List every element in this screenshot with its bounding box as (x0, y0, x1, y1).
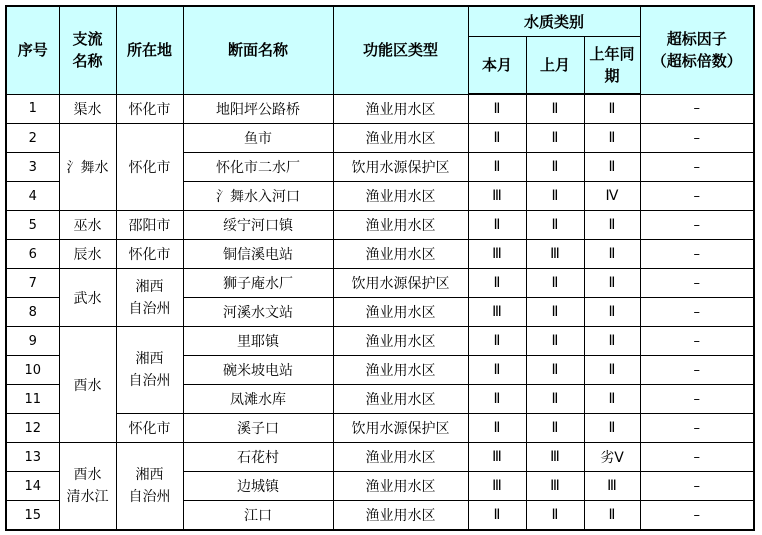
location-cell (116, 269, 183, 327)
exceed-cell: – (640, 240, 754, 269)
last-year-cell: Ⅱ (584, 298, 640, 327)
row-number: 12 (6, 414, 59, 443)
header-tributary (59, 6, 116, 94)
zone-cell: 渔业用水区 (333, 443, 468, 472)
exceed-cell: – (640, 124, 754, 153)
header-quality-group: 水质类别 (468, 6, 640, 37)
row-number: 1 (6, 94, 59, 124)
row-number: 10 (6, 356, 59, 385)
this-month-cell: Ⅱ (468, 327, 526, 356)
table-row (6, 240, 754, 269)
zone-cell: 渔业用水区 (333, 94, 468, 124)
zone-cell: 渔业用水区 (333, 298, 468, 327)
this-month-cell: Ⅲ (468, 298, 526, 327)
exceed-cell: – (640, 443, 754, 472)
location-cell: 怀化市 (116, 124, 183, 211)
location-cell (116, 443, 183, 531)
this-month-cell: Ⅲ (468, 472, 526, 501)
tributary-cell: 氵舞水 (59, 124, 116, 211)
section-cell: 狮子庵水厂 (183, 269, 333, 298)
last-year-cell: Ⅱ (584, 269, 640, 298)
tributary-cell: 辰水 (59, 240, 116, 269)
this-month-cell: Ⅱ (468, 94, 526, 124)
header-exceed-line1: 超标因子 (666, 30, 727, 49)
table-row (6, 269, 754, 298)
exceed-cell: – (640, 501, 754, 531)
section-cell: 溪子口 (183, 414, 333, 443)
location-line2: 自治州 (128, 373, 171, 389)
last-year-cell: Ⅳ (584, 182, 640, 211)
header-tributary-line2: 名称 (72, 52, 103, 71)
table-row (6, 327, 754, 356)
last-year-cell: Ⅲ (584, 472, 640, 501)
last-month-cell: Ⅱ (526, 124, 584, 153)
header-zone-type: 功能区类型 (333, 6, 468, 94)
zone-cell: 渔业用水区 (333, 356, 468, 385)
last-month-cell: Ⅱ (526, 211, 584, 240)
header-last-year-line1: 上年同 (589, 45, 635, 63)
section-cell: 碗米坡电站 (183, 356, 333, 385)
header-last-month: 上月 (526, 37, 584, 95)
row-number: 2 (6, 124, 59, 153)
this-month-cell: Ⅱ (468, 269, 526, 298)
exceed-cell: – (640, 182, 754, 211)
row-number: 11 (6, 385, 59, 414)
last-year-cell: Ⅱ (584, 356, 640, 385)
zone-cell: 渔业用水区 (333, 385, 468, 414)
last-month-cell: Ⅲ (526, 443, 584, 472)
header-last-year-line2: 期 (604, 67, 620, 85)
zone-cell: 渔业用水区 (333, 211, 468, 240)
last-year-cell: Ⅱ (584, 211, 640, 240)
header-section: 断面名称 (183, 6, 333, 94)
zone-cell: 饮用水源保护区 (333, 414, 468, 443)
section-cell: 怀化市二水厂 (183, 153, 333, 182)
last-year-cell: Ⅱ (584, 501, 640, 531)
last-year-cell: Ⅱ (584, 327, 640, 356)
this-month-cell: Ⅱ (468, 124, 526, 153)
this-month-cell: Ⅱ (468, 356, 526, 385)
header-row-1 (6, 6, 754, 37)
section-cell: 江口 (183, 501, 333, 531)
last-year-cell: Ⅱ (584, 385, 640, 414)
location-line1: 湘西 (135, 467, 164, 483)
section-cell: 氵舞水入河口 (183, 182, 333, 211)
exceed-cell: – (640, 211, 754, 240)
zone-cell: 饮用水源保护区 (333, 153, 468, 182)
table-row (6, 443, 754, 472)
this-month-cell: Ⅱ (468, 501, 526, 531)
table-row (6, 211, 754, 240)
zone-cell: 渔业用水区 (333, 472, 468, 501)
last-month-cell: Ⅱ (526, 182, 584, 211)
location-cell: 怀化市 (116, 94, 183, 124)
section-cell: 地阳坪公路桥 (183, 94, 333, 124)
tributary-cell (59, 443, 116, 531)
tributary-cell: 渠水 (59, 94, 116, 124)
zone-cell: 饮用水源保护区 (333, 269, 468, 298)
exceed-cell: – (640, 385, 754, 414)
zone-cell: 渔业用水区 (333, 327, 468, 356)
header-tributary-line1: 支流 (72, 30, 103, 49)
tributary-cell: 武水 (59, 269, 116, 327)
last-year-cell: Ⅱ (584, 414, 640, 443)
this-month-cell: Ⅱ (468, 153, 526, 182)
this-month-cell: Ⅱ (468, 414, 526, 443)
row-number: 6 (6, 240, 59, 269)
tributary-line2: 清水江 (66, 489, 109, 505)
this-month-cell: Ⅱ (468, 211, 526, 240)
zone-cell: 渔业用水区 (333, 124, 468, 153)
header-this-month: 本月 (468, 37, 526, 95)
row-number: 5 (6, 211, 59, 240)
row-number: 4 (6, 182, 59, 211)
location-line1: 湘西 (135, 278, 164, 295)
tributary-cell: 巫水 (59, 211, 116, 240)
section-cell: 铜信溪电站 (183, 240, 333, 269)
location-cell: 怀化市 (116, 240, 183, 269)
last-year-cell: Ⅱ (584, 153, 640, 182)
last-year-cell: Ⅱ (584, 124, 640, 153)
exceed-cell: – (640, 94, 754, 124)
last-month-cell: Ⅱ (526, 153, 584, 182)
zone-cell: 渔业用水区 (333, 182, 468, 211)
table-row (6, 414, 754, 443)
section-cell: 石花村 (183, 443, 333, 472)
row-number: 13 (6, 443, 59, 472)
row-number: 15 (6, 501, 59, 531)
last-month-cell: Ⅲ (526, 240, 584, 269)
last-year-cell: 劣Ⅴ (584, 443, 640, 472)
section-cell: 河溪水文站 (183, 298, 333, 327)
this-month-cell: Ⅲ (468, 182, 526, 211)
row-number: 14 (6, 472, 59, 501)
water-quality-table (5, 5, 755, 531)
location-line2: 自治州 (128, 489, 171, 505)
row-number: 3 (6, 153, 59, 182)
this-month-cell: Ⅱ (468, 385, 526, 414)
last-month-cell: Ⅱ (526, 94, 584, 124)
zone-cell: 渔业用水区 (333, 240, 468, 269)
header-last-year (584, 37, 640, 95)
section-cell: 里耶镇 (183, 327, 333, 356)
last-month-cell: Ⅱ (526, 385, 584, 414)
header-seq: 序号 (6, 6, 59, 94)
exceed-cell: – (640, 414, 754, 443)
exceed-cell: – (640, 153, 754, 182)
last-month-cell: Ⅱ (526, 327, 584, 356)
table-row (6, 124, 754, 153)
last-month-cell: Ⅱ (526, 356, 584, 385)
section-cell: 边城镇 (183, 472, 333, 501)
last-year-cell: Ⅱ (584, 94, 640, 124)
this-month-cell: Ⅲ (468, 240, 526, 269)
last-month-cell: Ⅲ (526, 472, 584, 501)
last-month-cell: Ⅱ (526, 414, 584, 443)
row-number: 7 (6, 269, 59, 298)
location-line1: 湘西 (135, 351, 164, 367)
zone-cell: 渔业用水区 (333, 501, 468, 531)
section-cell: 凤滩水库 (183, 385, 333, 414)
exceed-cell: – (640, 356, 754, 385)
location-cell (116, 327, 183, 414)
location-cell: 怀化市 (116, 414, 183, 443)
tributary-cell: 酉水 (59, 327, 116, 443)
section-cell: 鱼市 (183, 124, 333, 153)
header-exceed (640, 6, 754, 94)
tributary-line1: 酉水 (73, 467, 102, 483)
row-number: 8 (6, 298, 59, 327)
water-quality-table-container (5, 5, 755, 531)
exceed-cell: – (640, 298, 754, 327)
exceed-cell: – (640, 327, 754, 356)
location-cell: 邵阳市 (116, 211, 183, 240)
exceed-cell: – (640, 269, 754, 298)
last-month-cell: Ⅱ (526, 269, 584, 298)
header-location: 所在地 (116, 6, 183, 94)
exceed-cell: – (640, 472, 754, 501)
table-row (6, 94, 754, 124)
last-month-cell: Ⅱ (526, 298, 584, 327)
row-number: 9 (6, 327, 59, 356)
last-year-cell: Ⅱ (584, 240, 640, 269)
section-cell: 绥宁河口镇 (183, 211, 333, 240)
location-line2: 自治州 (128, 300, 171, 317)
this-month-cell: Ⅲ (468, 443, 526, 472)
header-exceed-line2: （超标倍数） (651, 52, 742, 71)
last-month-cell: Ⅱ (526, 501, 584, 531)
